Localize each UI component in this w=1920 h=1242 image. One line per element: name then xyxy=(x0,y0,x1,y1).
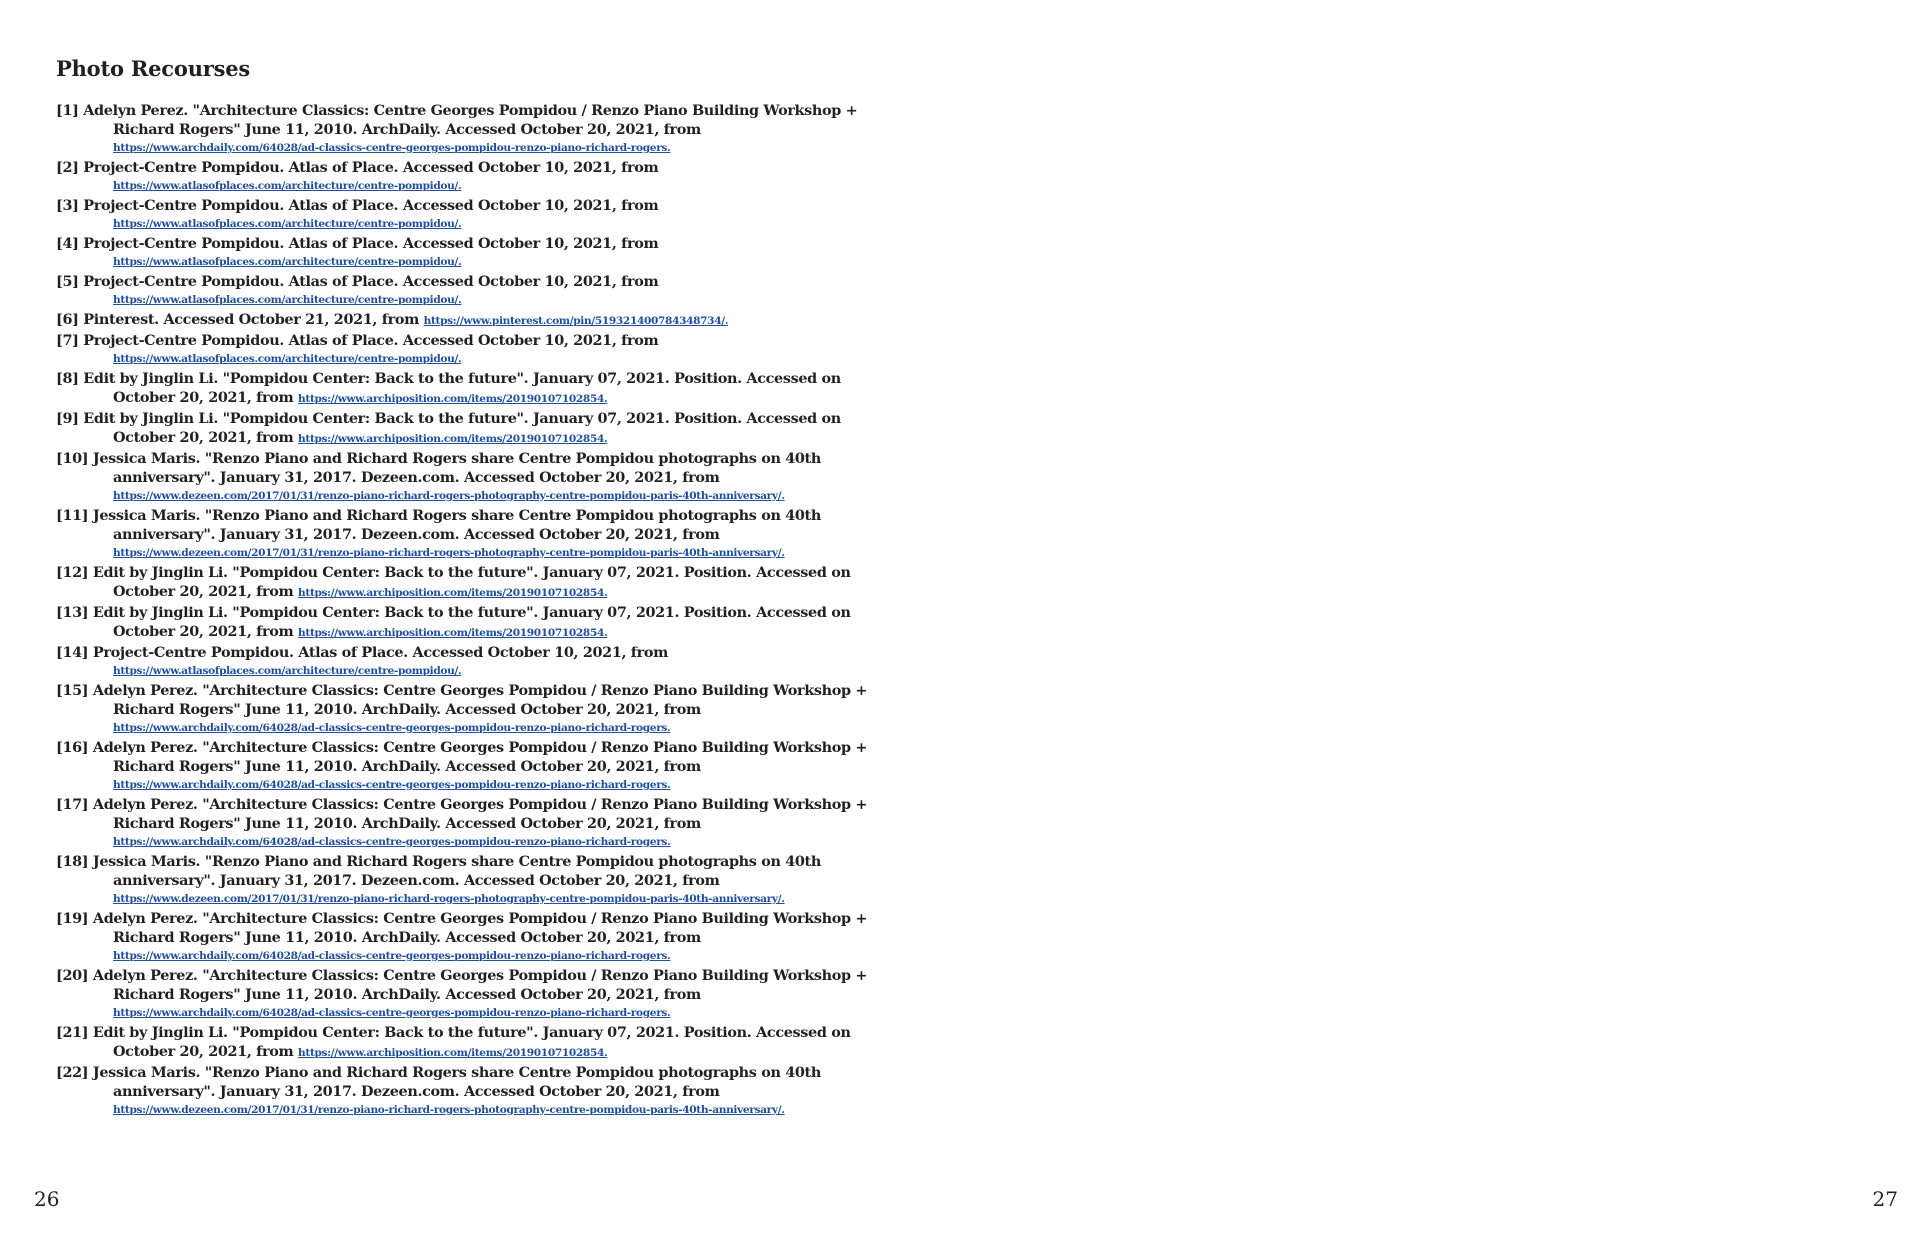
reference-text xyxy=(56,1023,916,1042)
reference-list xyxy=(56,101,916,1120)
reference-continuation xyxy=(113,582,916,603)
reference-continuation-text: anniversary". January 31, 2017. Dezeen.com. Accessed October 20, 2021, from xyxy=(113,469,720,486)
reference-link[interactable]: https://www.atlasofplaces.com/architecture/centre-pompidou/. xyxy=(113,218,462,230)
reference-link[interactable]: https://www.atlasofplaces.com/architecture/centre-pompidou/. xyxy=(113,256,462,268)
reference-continuation-text: October 20, 2021, from xyxy=(113,1043,294,1060)
reference-citation: [15] Adelyn Perez. "Architecture Classics: Centre Georges Pompidou / Renzo Piano Building Workshop + xyxy=(56,682,868,699)
reference-entry xyxy=(56,101,916,158)
reference-text xyxy=(56,1063,916,1082)
reference-entry xyxy=(56,506,916,563)
reference-text xyxy=(56,852,916,871)
reference-citation: [17] Adelyn Perez. "Architecture Classics: Centre Georges Pompidou / Renzo Piano Building Workshop + xyxy=(56,796,868,813)
reference-link-line xyxy=(113,833,916,852)
reference-text xyxy=(56,966,916,985)
reference-continuation-text: Richard Rogers" June 11, 2010. ArchDaily. Accessed October 20, 2021, from xyxy=(113,986,701,1003)
reference-text xyxy=(56,795,916,814)
reference-continuation xyxy=(113,468,916,487)
page-number-right: 27 xyxy=(1872,1187,1898,1211)
reference-citation: [7] Project-Centre Pompidou. Atlas of Place. Accessed October 10, 2021, from xyxy=(56,332,659,349)
reference-link[interactable]: https://www.dezeen.com/2017/01/31/renzo-piano-richard-rogers-photography-centre-pompidou-paris-40th-anniversary/. xyxy=(113,490,785,502)
reference-text xyxy=(56,681,916,700)
reference-text xyxy=(56,101,916,120)
reference-link-line xyxy=(113,215,916,234)
reference-continuation-text: Richard Rogers" June 11, 2010. ArchDaily. Accessed October 20, 2021, from xyxy=(113,758,701,775)
reference-link[interactable]: https://www.archdaily.com/64028/ad-classics-centre-georges-pompidou-renzo-piano-richard-rogers. xyxy=(113,950,671,962)
reference-continuation-text: October 20, 2021, from xyxy=(113,623,294,640)
reference-link[interactable]: https://www.archiposition.com/items/20190107102854. xyxy=(298,1047,608,1059)
reference-text xyxy=(56,449,916,468)
reference-entry xyxy=(56,409,916,449)
reference-citation: [22] Jessica Maris. "Renzo Piano and Richard Rogers share Centre Pompidou photographs on 40th xyxy=(56,1064,821,1081)
reference-link-line xyxy=(113,139,916,158)
reference-citation: [11] Jessica Maris. "Renzo Piano and Richard Rogers share Centre Pompidou photographs on 40th xyxy=(56,507,821,524)
reference-link[interactable]: https://www.atlasofplaces.com/architecture/centre-pompidou/. xyxy=(113,353,462,365)
reference-citation: [19] Adelyn Perez. "Architecture Classics: Centre Georges Pompidou / Renzo Piano Building Workshop + xyxy=(56,910,868,927)
right-page xyxy=(960,0,1920,1242)
reference-continuation xyxy=(113,120,916,139)
reference-link-line xyxy=(113,544,916,563)
reference-continuation-text: October 20, 2021, from xyxy=(113,389,294,406)
reference-citation: [21] Edit by Jinglin Li. "Pompidou Center: Back to the future". January 07, 2021. Position. Accessed on xyxy=(56,1024,851,1041)
reference-link[interactable]: https://www.pinterest.com/pin/519321400784348734/. xyxy=(423,315,729,327)
reference-text xyxy=(56,234,916,253)
reference-link-line xyxy=(113,947,916,966)
reference-text xyxy=(56,196,916,215)
reference-citation: [6] Pinterest. Accessed October 21, 2021, from xyxy=(56,311,419,328)
reference-continuation xyxy=(113,700,916,719)
reference-continuation-text: anniversary". January 31, 2017. Dezeen.com. Accessed October 20, 2021, from xyxy=(113,526,720,543)
reference-link-line xyxy=(113,890,916,909)
reference-citation: [20] Adelyn Perez. "Architecture Classics: Centre Georges Pompidou / Renzo Piano Building Workshop + xyxy=(56,967,868,984)
reference-text xyxy=(56,506,916,525)
reference-entry xyxy=(56,331,916,369)
reference-text xyxy=(56,310,916,331)
reference-link-line xyxy=(113,350,916,369)
reference-link[interactable]: https://www.atlasofplaces.com/architecture/centre-pompidou/. xyxy=(113,180,462,192)
reference-continuation xyxy=(113,428,916,449)
reference-text xyxy=(56,563,916,582)
reference-entry xyxy=(56,738,916,795)
reference-link[interactable]: https://www.archdaily.com/64028/ad-classics-centre-georges-pompidou-renzo-piano-richard-rogers. xyxy=(113,779,671,791)
reference-continuation-text: October 20, 2021, from xyxy=(113,583,294,600)
reference-link-line xyxy=(113,177,916,196)
reference-continuation xyxy=(113,525,916,544)
reference-continuation xyxy=(113,814,916,833)
page-title: Photo Recourses xyxy=(56,56,251,81)
reference-continuation-text: anniversary". January 31, 2017. Dezeen.com. Accessed October 20, 2021, from xyxy=(113,1083,720,1100)
reference-entry xyxy=(56,272,916,310)
reference-link[interactable]: https://www.archdaily.com/64028/ad-classics-centre-georges-pompidou-renzo-piano-richard-rogers. xyxy=(113,1007,671,1019)
reference-entry xyxy=(56,681,916,738)
reference-continuation xyxy=(113,1082,916,1101)
reference-continuation-text: Richard Rogers" June 11, 2010. ArchDaily. Accessed October 20, 2021, from xyxy=(113,121,701,138)
reference-citation: [2] Project-Centre Pompidou. Atlas of Place. Accessed October 10, 2021, from xyxy=(56,159,659,176)
reference-text xyxy=(56,409,916,428)
reference-link-line xyxy=(113,291,916,310)
reference-text xyxy=(56,272,916,291)
reference-citation: [13] Edit by Jinglin Li. "Pompidou Center: Back to the future". January 07, 2021. Position. Accessed on xyxy=(56,604,851,621)
reference-link[interactable]: https://www.archiposition.com/items/20190107102854. xyxy=(298,587,608,599)
reference-continuation xyxy=(113,622,916,643)
reference-continuation xyxy=(113,871,916,890)
reference-link-line xyxy=(113,1004,916,1023)
reference-entry xyxy=(56,196,916,234)
reference-continuation xyxy=(113,388,916,409)
reference-entry xyxy=(56,643,916,681)
reference-entry xyxy=(56,603,916,643)
reference-entry xyxy=(56,795,916,852)
reference-citation: [14] Project-Centre Pompidou. Atlas of Place. Accessed October 10, 2021, from xyxy=(56,644,669,661)
reference-text xyxy=(56,331,916,350)
reference-entry xyxy=(56,1023,916,1063)
reference-link[interactable]: https://www.archdaily.com/64028/ad-classics-centre-georges-pompidou-renzo-piano-richard-rogers. xyxy=(113,142,671,154)
reference-text xyxy=(56,369,916,388)
reference-entry xyxy=(56,158,916,196)
reference-citation: [10] Jessica Maris. "Renzo Piano and Richard Rogers share Centre Pompidou photographs on 40th xyxy=(56,450,821,467)
reference-entry xyxy=(56,909,916,966)
reference-link[interactable]: https://www.dezeen.com/2017/01/31/renzo-piano-richard-rogers-photography-centre-pompidou-paris-40th-anniversary/. xyxy=(113,547,785,559)
reference-text xyxy=(56,643,916,662)
reference-link-line xyxy=(113,253,916,272)
reference-link[interactable]: https://www.archdaily.com/64028/ad-classics-centre-georges-pompidou-renzo-piano-richard-rogers. xyxy=(113,836,671,848)
reference-entry xyxy=(56,369,916,409)
reference-entry xyxy=(56,449,916,506)
reference-continuation xyxy=(113,985,916,1004)
reference-link[interactable]: https://www.archiposition.com/items/20190107102854. xyxy=(298,393,608,405)
reference-citation: [5] Project-Centre Pompidou. Atlas of Place. Accessed October 10, 2021, from xyxy=(56,273,659,290)
reference-link[interactable]: https://www.archiposition.com/items/20190107102854. xyxy=(298,627,608,639)
reference-entry xyxy=(56,1063,916,1120)
reference-link[interactable]: https://www.dezeen.com/2017/01/31/renzo-piano-richard-rogers-photography-centre-pompidou-paris-40th-anniversary/. xyxy=(113,893,785,905)
reference-continuation xyxy=(113,928,916,947)
reference-citation: [3] Project-Centre Pompidou. Atlas of Place. Accessed October 10, 2021, from xyxy=(56,197,659,214)
reference-entry xyxy=(56,563,916,603)
reference-link[interactable]: https://www.atlasofplaces.com/architecture/centre-pompidou/. xyxy=(113,294,462,306)
reference-citation: [18] Jessica Maris. "Renzo Piano and Richard Rogers share Centre Pompidou photographs on 40th xyxy=(56,853,821,870)
reference-continuation-text: October 20, 2021, from xyxy=(113,429,294,446)
reference-text xyxy=(56,158,916,177)
reference-entry xyxy=(56,310,916,331)
reference-text xyxy=(56,909,916,928)
reference-link-line xyxy=(113,719,916,738)
page-number-left: 26 xyxy=(34,1187,60,1211)
reference-continuation-text: Richard Rogers" June 11, 2010. ArchDaily. Accessed October 20, 2021, from xyxy=(113,929,701,946)
reference-citation: [8] Edit by Jinglin Li. "Pompidou Center: Back to the future". January 07, 2021. Position. Accessed on xyxy=(56,370,841,387)
reference-link[interactable]: https://www.archdaily.com/64028/ad-classics-centre-georges-pompidou-renzo-piano-richard-rogers. xyxy=(113,722,671,734)
reference-text xyxy=(56,738,916,757)
reference-citation: [4] Project-Centre Pompidou. Atlas of Place. Accessed October 10, 2021, from xyxy=(56,235,659,252)
reference-citation: [1] Adelyn Perez. "Architecture Classics: Centre Georges Pompidou / Renzo Piano Building Workshop + xyxy=(56,102,858,119)
reference-continuation xyxy=(113,1042,916,1063)
reference-continuation-text: Richard Rogers" June 11, 2010. ArchDaily. Accessed October 20, 2021, from xyxy=(113,701,701,718)
reference-entry xyxy=(56,852,916,909)
reference-citation: [16] Adelyn Perez. "Architecture Classics: Centre Georges Pompidou / Renzo Piano Building Workshop + xyxy=(56,739,868,756)
reference-continuation-text: Richard Rogers" June 11, 2010. ArchDaily. Accessed October 20, 2021, from xyxy=(113,815,701,832)
reference-link[interactable]: https://www.dezeen.com/2017/01/31/renzo-piano-richard-rogers-photography-centre-pompidou-paris-40th-anniversary/. xyxy=(113,1104,785,1116)
reference-continuation-text: anniversary". January 31, 2017. Dezeen.com. Accessed October 20, 2021, from xyxy=(113,872,720,889)
reference-citation: [12] Edit by Jinglin Li. "Pompidou Center: Back to the future". January 07, 2021. Position. Accessed on xyxy=(56,564,851,581)
reference-entry xyxy=(56,234,916,272)
reference-link[interactable]: https://www.atlasofplaces.com/architecture/centre-pompidou/. xyxy=(113,665,462,677)
reference-link-line xyxy=(113,487,916,506)
reference-text xyxy=(56,603,916,622)
reference-continuation xyxy=(113,757,916,776)
reference-citation: [9] Edit by Jinglin Li. "Pompidou Center: Back to the future". January 07, 2021. Position. Accessed on xyxy=(56,410,841,427)
reference-link-line xyxy=(113,1101,916,1120)
reference-link[interactable]: https://www.archiposition.com/items/20190107102854. xyxy=(298,433,608,445)
reference-link-line xyxy=(113,662,916,681)
reference-entry xyxy=(56,966,916,1023)
reference-link-line xyxy=(113,776,916,795)
